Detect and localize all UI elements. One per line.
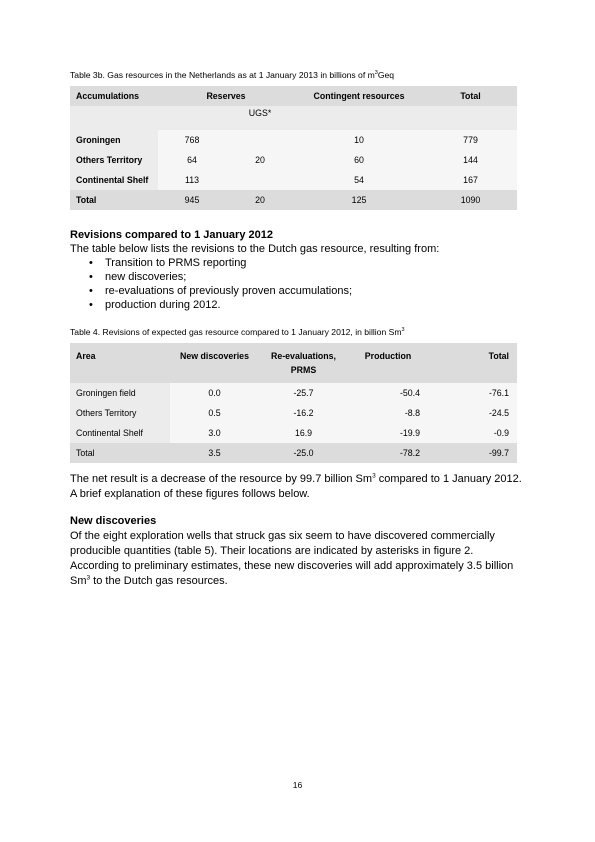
list-item: • production during 2012. [89,299,221,311]
header-reserves: Reserves [158,86,294,106]
page-number: 16 [292,780,303,790]
total-cell: 779 [424,130,517,150]
new-cell: 0.0 [170,383,259,403]
row-area: Groningen field [70,383,170,403]
revisions-list [70,256,352,312]
net-result-line: The net result is a decrease of the resource by 99.7 billion Sm$^3$ compared to 1 January 2012. [70,472,522,485]
net-result-line: A brief explanation of these figures follows below. [70,488,310,500]
table-total-row [70,190,517,210]
table-row [70,383,517,403]
contingent-cell: 10 [294,130,424,150]
row-name: Others Territory [70,150,158,170]
row-name: Groningen [70,130,158,150]
production-cell: -8.8 [348,403,428,423]
reeval-cell: -16.2 [259,403,348,423]
reserves-cell: 768 [158,130,226,150]
row-area: Total [70,443,170,463]
table-row [70,150,517,170]
contingent-cell: 125 [294,190,424,210]
paragraph-line: Sm$^3$ to the Dutch gas resources. [70,574,228,587]
total-cell: 167 [424,170,517,190]
revisions-intro: The table below lists the revisions to the Dutch gas resource, resulting from: [70,243,440,255]
table-3b-caption: Table 3b. Gas resources in the Netherlands as at 1 January 2013 in billions of $m^3Geq$ [70,70,395,80]
bullet-icon: • [89,299,93,311]
header-total: Total [428,343,517,383]
header-re-evaluations: Re-evaluations, PRMS [259,343,348,383]
row-name: Total [70,190,158,210]
header-contingent: Contingent resources [294,86,424,106]
reeval-cell: 16.9 [259,423,348,443]
table-row [70,423,517,443]
table-row [70,170,517,190]
reeval-cell: -25.7 [259,383,348,403]
ugs-cell: 20 [226,190,294,210]
header-new-discoveries: New discoveries [170,343,259,383]
bullet-icon: • [89,285,93,297]
production-cell: -78.2 [348,443,428,463]
total-cell: -76.1 [428,383,517,403]
table-4-caption: Table 4. Revisions of expected gas resource compared to 1 January 2012, in billion Sm$^3$ [70,327,405,337]
contingent-cell: 54 [294,170,424,190]
row-area: Continental Shelf [70,423,170,443]
row-area: Others Territory [70,403,170,423]
new-discoveries-heading: New discoveries [70,515,157,527]
production-cell: -19.9 [348,423,428,443]
paragraph-line: According to preliminary estimates, these new discoveries will add approximately 3.5 billion [70,560,514,572]
row-name: Continental Shelf [70,170,158,190]
new-discoveries-paragraph [70,529,540,589]
reserves-cell: 64 [158,150,226,170]
list-item: • Transition to PRMS reporting [89,257,247,269]
header-accumulations: Accumulations [70,86,158,106]
total-cell: 1090 [424,190,517,210]
header-total: Total [424,86,517,106]
header-area: Area [70,343,170,383]
paragraph-line: producible quantities (table 5). Their locations are indicated by asterisks in figure 2. [70,545,474,557]
header-ugs: UGS* [226,106,294,130]
total-cell: 144 [424,150,517,170]
bullet-icon: • [89,271,93,283]
new-cell: 3.5 [170,443,259,463]
bullet-icon: • [89,257,93,269]
reserves-cell: 113 [158,170,226,190]
total-cell: -99.7 [428,443,517,463]
revisions-heading: Revisions compared to 1 January 2012 [70,229,273,241]
header-production: Production [348,343,428,383]
new-cell: 3.0 [170,423,259,443]
table-total-row [70,443,517,463]
list-item: • re-evaluations of previously proven accumulations; [89,285,353,297]
contingent-cell: 60 [294,150,424,170]
gas-resources-table [70,86,517,210]
list-item: • new discoveries; [89,271,187,283]
revisions-table [70,343,517,463]
table-row [70,130,517,150]
ugs-cell: 20 [226,150,294,170]
production-cell: -50.4 [348,383,428,403]
paragraph-line: Of the eight exploration wells that struck gas six seem to have discovered commercially [70,530,495,542]
total-cell: -0.9 [428,423,517,443]
new-cell: 0.5 [170,403,259,423]
table-row [70,403,517,423]
reeval-cell: -25.0 [259,443,348,463]
total-cell: -24.5 [428,403,517,423]
reserves-cell: 945 [158,190,226,210]
net-result-paragraph [70,472,540,502]
